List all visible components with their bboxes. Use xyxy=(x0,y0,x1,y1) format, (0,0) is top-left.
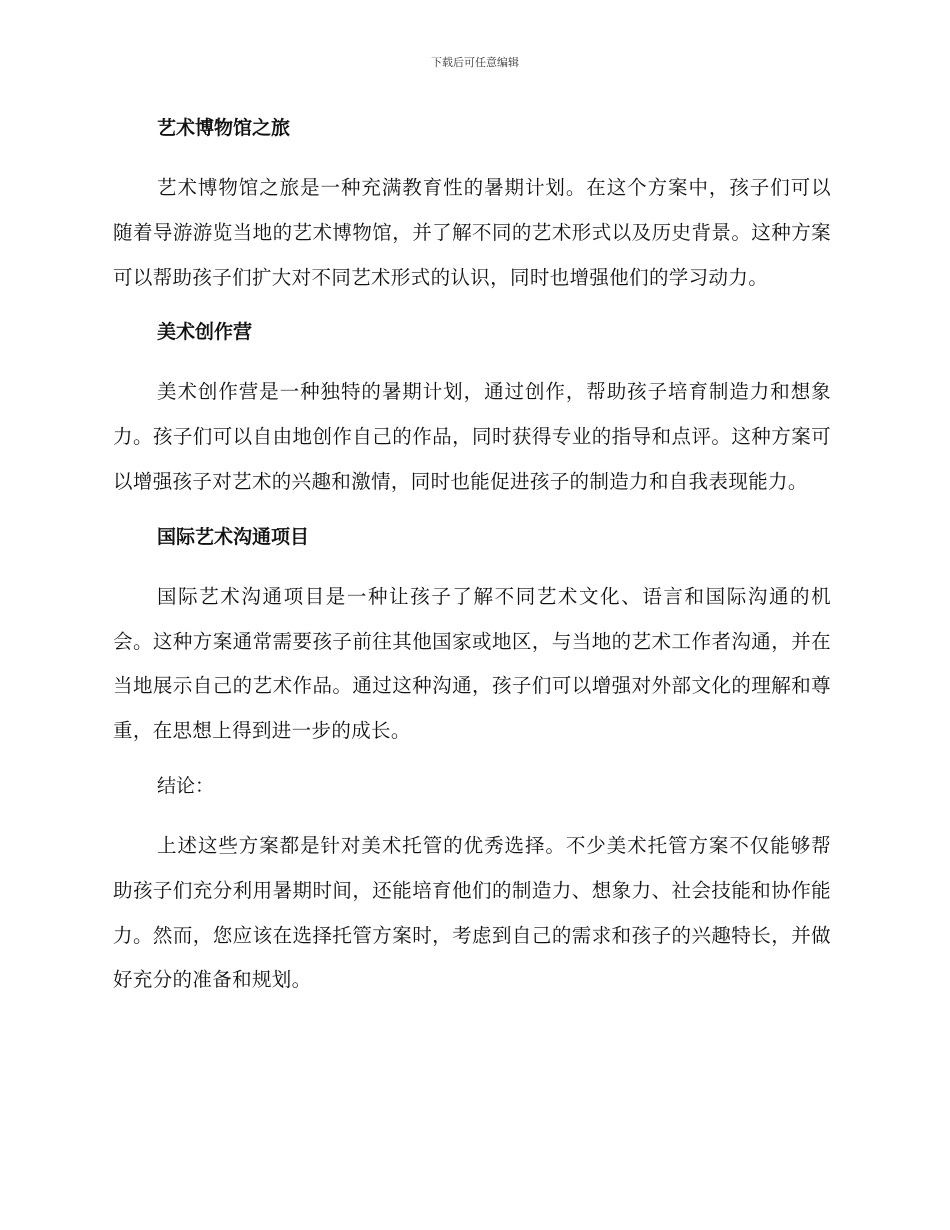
section-art-camp xyxy=(113,316,831,504)
conclusion-label: 结论： xyxy=(157,774,215,797)
section-heading: 美术创作营 xyxy=(157,321,253,344)
section-heading: 国际艺术沟通项目 xyxy=(157,525,310,548)
section-conclusion xyxy=(113,770,831,1003)
header-note: 下载后可任意编辑 xyxy=(431,56,519,69)
section-museum-tour xyxy=(113,112,831,300)
conclusion-paragraph: 上述这些方案都是针对美术托管的优秀选择。不少美术托管方案不仅能够帮助孩子们充分利用暑期时间，还能培育他们的制造力、想象力、社会技能和协作能力。然而，您应该在选择托管方案时，考虑到自己的需求和孩子的兴趣特长，并做好充分的准备和规划。 xyxy=(113,833,831,992)
document-body xyxy=(113,112,831,1019)
section-heading: 艺术博物馆之旅 xyxy=(157,117,291,139)
section-paragraph: 国际艺术沟通项目是一种让孩子了解不同艺术文化、语言和国际沟通的机会。这种方案通常需要孩子前往其他国家或地区，与当地的艺术工作者沟通，并在当地展示自己的艺术作品。通过这种沟通，孩子们可以增强对外部文化的理解和尊重，在思想上得到进一步的成长。 xyxy=(113,584,831,743)
section-paragraph: 美术创作营是一种独特的暑期计划，通过创作，帮助孩子培育制造力和想象力。孩子们可以自由地创作自己的作品，同时获得专业的指导和点评。这种方案可以增强孩子对艺术的兴趣和激情，同时也能促进孩子的制造力和自我表现能力。 xyxy=(113,380,831,493)
section-international-exchange xyxy=(113,521,831,754)
section-paragraph: 艺术博物馆之旅是一种充满教育性的暑期计划。在这个方案中，孩子们可以随着导游游览当地的艺术博物馆，并了解不同的艺术形式以及历史背景。这种方案可以帮助孩子们扩大对不同艺术形式的认识，同时也增强他们的学习动力。 xyxy=(113,176,831,289)
